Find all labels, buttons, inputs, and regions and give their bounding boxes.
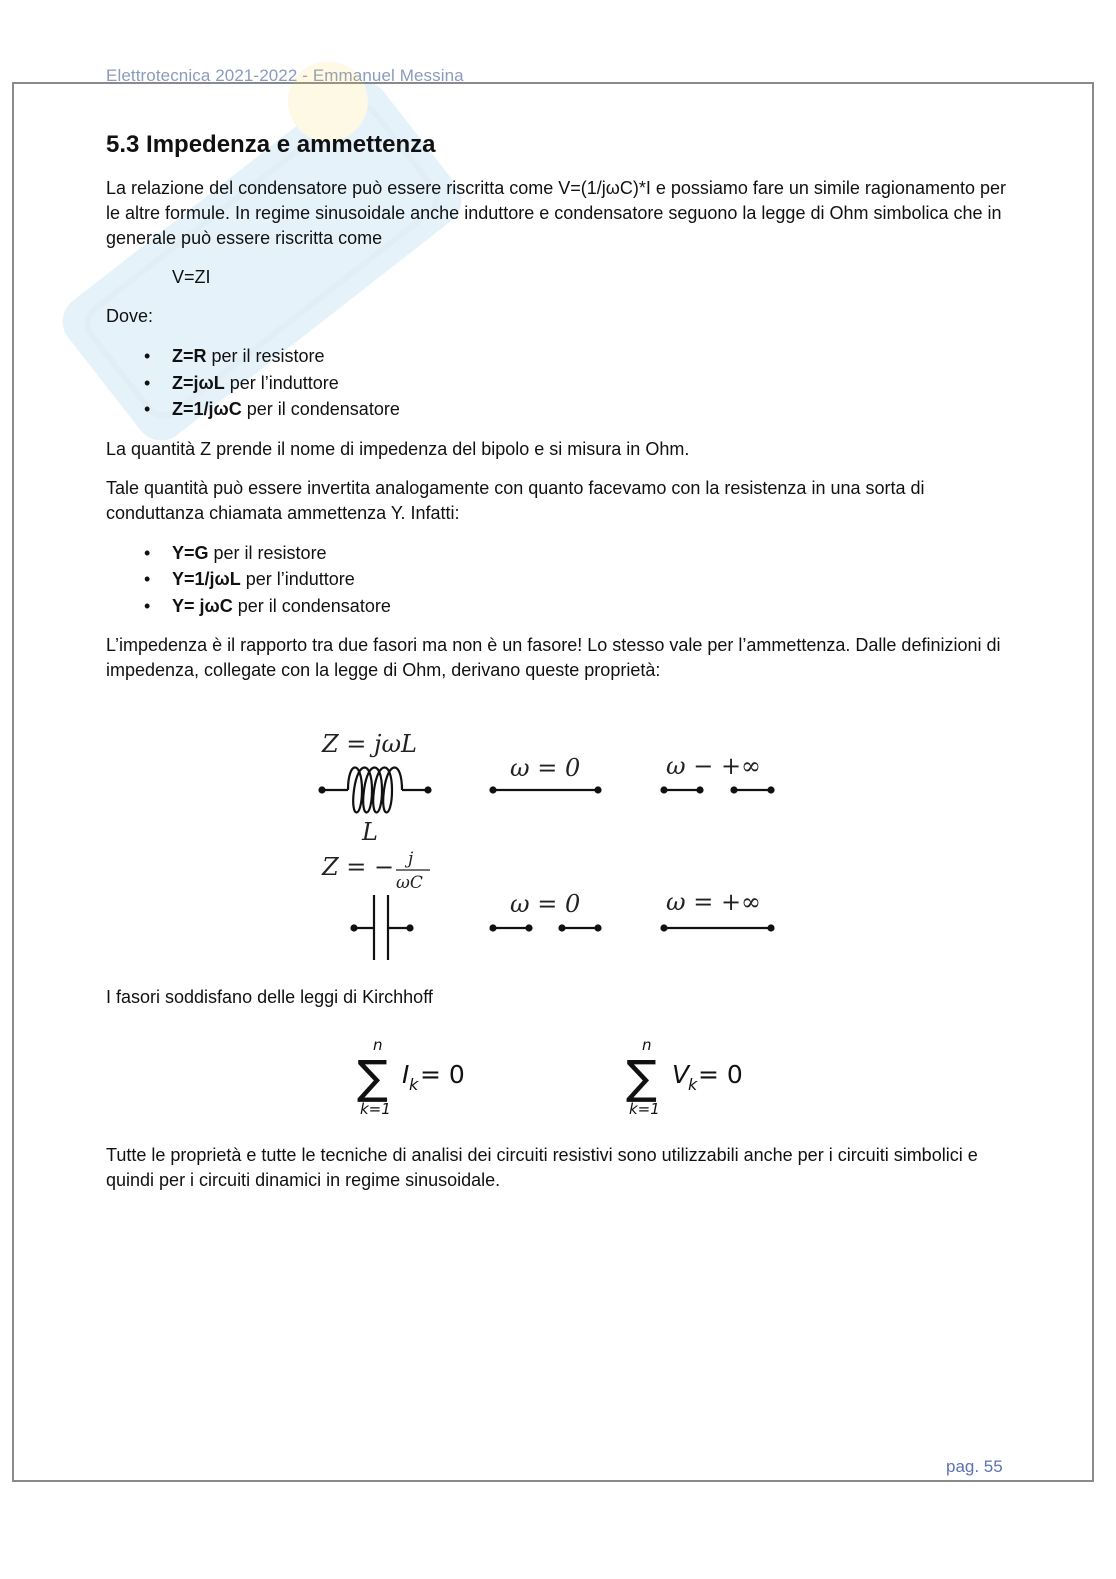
open-circuit-top bbox=[662, 788, 774, 793]
final-section bbox=[106, 1143, 1006, 1207]
sum-symbol-current: ∑ bbox=[357, 1050, 388, 1104]
sum-lower-voltage: k=1 bbox=[629, 1100, 660, 1118]
sum-symbol-voltage: ∑ bbox=[626, 1050, 657, 1104]
capacitor-denominator: ωC bbox=[396, 873, 423, 893]
admittance-list bbox=[106, 540, 1006, 620]
list-item bbox=[172, 343, 1006, 370]
voltage-equals-zero: = 0 bbox=[698, 1060, 743, 1089]
ohm-formula: V=ZI bbox=[172, 267, 211, 287]
section-title: 5.3 Impedenza e ammettenza bbox=[106, 131, 436, 158]
kirchhoff-section bbox=[106, 985, 1006, 1024]
impedance-desc: per l’induttore bbox=[224, 372, 339, 393]
phasor-paragraph: L’impedenza è il rapporto tra due fasori ma non è un fasore! Lo stesso vale per l’ammettenza. Dalle definizioni di impedenza, collegate con la legge di Ohm, derivano queste proprietà: bbox=[106, 635, 1001, 680]
kirchhoff-paragraph: I fasori soddisfano delle leggi di Kirchhoff bbox=[106, 987, 433, 1007]
omega-zero-top: ω = 0 bbox=[510, 754, 581, 782]
sum-upper-current: n bbox=[373, 1036, 383, 1054]
kirchhoff-equations bbox=[340, 1030, 780, 1130]
capacitor-formula-prefix: Z = − bbox=[322, 853, 395, 881]
admittance-formula: Y=G bbox=[172, 542, 209, 563]
inductor-label: L bbox=[362, 818, 378, 846]
impedance-paragraph: La quantità Z prende il nome di impedenza del bipolo e si misura in Ohm. bbox=[106, 438, 690, 459]
admittance-paragraph: Tale quantità può essere invertita analogamente con quanto facevamo con la resistenza in una sorta di conduttanza chiamata ammettenza Y. Infatti: bbox=[106, 477, 925, 523]
capacitor-symbol bbox=[352, 895, 413, 960]
capacitor-numerator: j bbox=[408, 849, 414, 869]
open-circuit-bottom bbox=[491, 926, 601, 931]
omega-inf-top: ω − +∞ bbox=[666, 752, 762, 780]
short-circuit-bottom bbox=[662, 926, 774, 931]
current-equals-zero: = 0 bbox=[420, 1060, 465, 1089]
inductor-symbol bbox=[320, 768, 431, 813]
page-number: pag. 55 bbox=[946, 1457, 1003, 1476]
voltage-term: V bbox=[672, 1060, 690, 1089]
list-item bbox=[172, 370, 1006, 397]
intro-paragraph: La relazione del condensatore può essere riscritta come V=(1/jωC)*I e possiamo fare un simile ragionamento per le altre formule. In regime sinusoidale anche induttore e condensatore seguono la legge di Ohm simbolica che in generale può essere riscritta come bbox=[106, 178, 1007, 248]
impedance-formula: Z=1/jωC bbox=[172, 399, 242, 419]
omega-inf-bottom: ω = +∞ bbox=[666, 888, 762, 916]
admittance-desc: per il condensatore bbox=[232, 595, 391, 616]
impedance-list bbox=[106, 343, 1006, 423]
current-subscript: k bbox=[409, 1075, 419, 1094]
page-content bbox=[106, 130, 1006, 697]
impedance-formula: Z=R bbox=[172, 346, 207, 366]
impedance-desc: per il condensatore bbox=[241, 399, 400, 419]
inductor-formula: Z = jωL bbox=[322, 730, 417, 758]
impedance-formula: Z=jωL bbox=[172, 372, 225, 393]
admittance-formula: Y= jωC bbox=[172, 595, 233, 616]
short-circuit-top bbox=[491, 788, 601, 793]
sum-lower-current: k=1 bbox=[360, 1100, 391, 1118]
admittance-formula: Y=1/jωL bbox=[172, 569, 241, 589]
list-item bbox=[172, 396, 1006, 423]
voltage-subscript: k bbox=[688, 1075, 698, 1094]
impedance-desc: per il resistore bbox=[206, 346, 325, 366]
current-term: I bbox=[402, 1060, 410, 1089]
impedance-figure bbox=[300, 720, 800, 970]
list-item bbox=[172, 540, 1006, 567]
dove-label: Dove: bbox=[106, 306, 154, 326]
sum-upper-voltage: n bbox=[642, 1036, 652, 1054]
list-item bbox=[172, 593, 1006, 620]
admittance-desc: per l’induttore bbox=[240, 569, 355, 589]
running-header: Elettrotecnica 2021-2022 - Emmanuel Messina bbox=[106, 66, 464, 85]
final-paragraph: Tutte le proprietà e tutte le tecniche di analisi dei circuiti resistivi sono utilizzabili anche per i circuiti simbolici e quindi per i circuiti dinamici in regime sinusoidale. bbox=[106, 1145, 978, 1190]
list-item bbox=[172, 566, 1006, 593]
omega-zero-bottom: ω = 0 bbox=[510, 890, 581, 918]
admittance-desc: per il resistore bbox=[208, 542, 327, 563]
